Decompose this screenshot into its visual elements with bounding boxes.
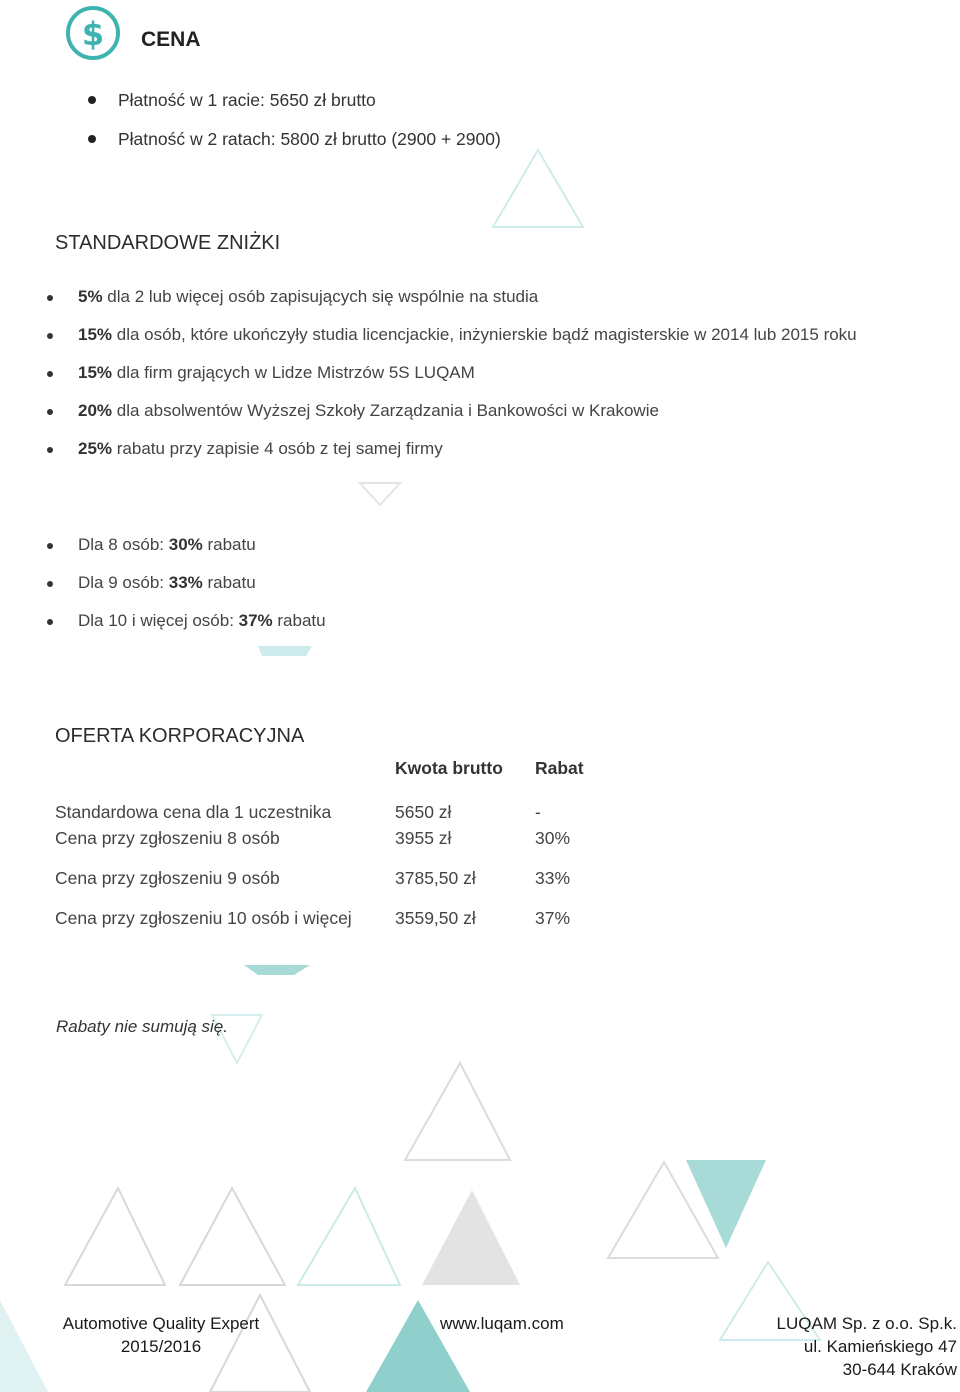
table-cell: Standardowa cena dla 1 uczestnika (55, 802, 332, 822)
footer-academic-year: 2015/2016 (120, 1337, 202, 1356)
footer-company-name: LUQAM Sp. z o.o. Sp.k. (776, 1314, 957, 1333)
group-discounts-list (44, 533, 326, 647)
list-item: Dla 8 osób: 30% rabatu (44, 533, 326, 571)
table-cell: Cena przy zgłoszeniu 9 osób (55, 868, 280, 888)
section-title: CENA (141, 28, 201, 51)
table-cell: - (535, 802, 541, 822)
list-item: Płatność w 1 racie: 5650 zł brutto (86, 88, 501, 127)
payment-options-list (86, 88, 501, 166)
table-cell: 3785,50 zł (395, 868, 476, 888)
list-item: 5% dla 2 lub więcej osób zapisujących się wspólnie na studia (44, 285, 857, 323)
list-item: Dla 9 osób: 33% rabatu (44, 571, 326, 609)
standard-discounts-list (44, 285, 857, 475)
footer-program (55, 1312, 267, 1358)
list-item: 25% rabatu przy zapisie 4 osób z tej samej firmy (44, 437, 857, 475)
corporate-offer-heading: OFERTA KORPORACYJNA (55, 725, 305, 747)
footer-company-address (777, 1312, 957, 1381)
standard-discounts-heading: STANDARDOWE ZNIŻKI (55, 232, 281, 254)
table-cell: 3955 zł (395, 828, 452, 848)
footer-program-name: Automotive Quality Expert (62, 1314, 260, 1333)
column-header-description (55, 758, 395, 786)
table-cell: Cena przy zgłoszeniu 10 osób i więcej (55, 908, 352, 928)
list-item: 15% dla firm grających w Lidze Mistrzów 5S LUQAM (44, 361, 857, 399)
table-cell: Cena przy zgłoszeniu 8 osób (55, 828, 280, 848)
table-cell: 5650 zł (395, 802, 452, 822)
table-row (55, 786, 635, 826)
table-cell: 30% (535, 828, 571, 848)
list-item: 15% dla osób, które ukończyły studia licencjackie, inżynierskie bądź magisterskie w 2014 lub 2015 roku (44, 323, 857, 361)
list-item: Płatność w 2 ratach: 5800 zł brutto (2900 + 2900) (86, 127, 501, 166)
table-row (55, 826, 635, 866)
table-row (55, 866, 635, 906)
table-row (55, 906, 635, 946)
discount-note: Rabaty nie sumują się. (56, 1017, 228, 1036)
list-item: 20% dla absolwentów Wyższej Szkoły Zarządzania i Bankowości w Krakowie (44, 399, 857, 437)
table-cell: 37% (535, 908, 571, 928)
list-item: Dla 10 i więcej osób: 37% rabatu (44, 609, 326, 647)
svg-text:$: $ (81, 15, 105, 53)
column-header-discount: Rabat (535, 758, 584, 778)
footer-city: 30-644 Kraków (842, 1360, 957, 1379)
footer-website-link[interactable]: www.luqam.com (440, 1314, 564, 1333)
table-header-row (55, 758, 635, 786)
table-cell: 3559,50 zł (395, 908, 476, 928)
footer-street: ul. Kamieńskiego 47 (803, 1337, 957, 1356)
table-cell: 33% (535, 868, 571, 888)
dollar-icon (64, 4, 122, 62)
column-header-gross-amount: Kwota brutto (395, 758, 503, 778)
corporate-price-table (55, 758, 635, 946)
